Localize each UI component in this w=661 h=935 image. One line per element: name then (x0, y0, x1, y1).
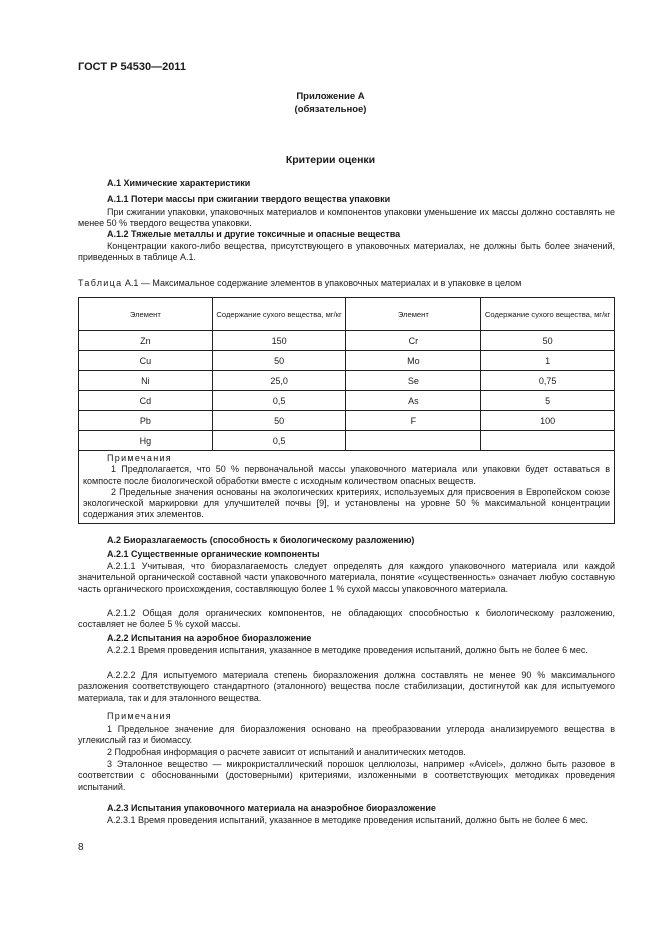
table-notes-title: Примечания (107, 453, 172, 463)
table-caption-text: А.1 — Максимальное содержание элементов в упаковочных материалах и в упаковке в целом (122, 278, 522, 288)
element-content-table (78, 297, 615, 524)
page-number: 8 (78, 842, 84, 853)
section-a2-heading: А.2 Биоразлагаемость (способность к биологическому разложению) (107, 535, 415, 545)
table-cell: Zn (79, 331, 213, 351)
section-a222-text: А.2.2.2 Для испытуемого материала степень биоразложения должна составлять не менее 90 % максимального разложения соответствующего стандартного (эталонного) вещества после стабилизации, достигнутой как для испытуемого материала, так и для эталонного вещества. (78, 670, 615, 703)
table-cell: Ni (79, 371, 213, 391)
section-a211-text: А.2.1.1 Учитывая, что биоразлагаемость следует определять для каждого упаковочного материала или каждой значительной органической составной части упаковочного материала, понятие «существенность» означает любую составную часть органического происхождения, составляющую более 1 % сухой массы упаковочного материала. (78, 561, 615, 594)
table-note-1: 1 Предполагается, что 50 % первоначальной массы упаковочного материала или упаковки будет оставаться в компосте после биологической обработки вместе с исходным количеством опасных веществ. (83, 464, 610, 486)
section-a212-text: А.2.1.2 Общая доля органических компонентов, не обладающих способностью к биологическому разложению, составляет не более 5 % сухой массы. (78, 608, 615, 630)
table-header-row (79, 298, 615, 331)
table-note-2: 2 Предельные значения основаны на экологических критериях, используемых для присвоения в Европейском союзе экологической маркировки для улучшителей почвы [9], и установлены на уровне 50 % максимальной концентрации содержания этих элементов. (83, 486, 610, 520)
table-cell: Mo (346, 351, 481, 371)
table-cell: As (346, 391, 481, 411)
header-element-1: Элемент (79, 298, 213, 331)
table-cell: 50 (212, 351, 346, 371)
table-cell (346, 431, 481, 451)
header-element-2: Элемент (346, 298, 481, 331)
table-cell: 50 (212, 411, 346, 431)
table-cell: Pb (79, 411, 213, 431)
section-a12-heading: А.1.2 Тяжелые металлы и другие токсичные и опасные вещества (107, 229, 401, 239)
note-3: 3 Эталонное вещество — микрокристаллический порошок целлюлозы, например «Avicel», должно быть разовое в соответствии с обоснованными (достоверными) критериями, изложенными в соответствующих методиках проведения испытаний. (78, 759, 615, 792)
appendix-title: Приложение А (296, 91, 365, 102)
table-cell: 0,5 (212, 431, 346, 451)
table-cell: 150 (212, 331, 346, 351)
table-cell: 0,5 (212, 391, 346, 411)
table-notes-row (79, 451, 615, 524)
table-row (79, 391, 615, 411)
table-cell: Se (346, 371, 481, 391)
table-cell: Cu (79, 351, 213, 371)
note-1: 1 Предельное значение для биоразложения основано на преобразовании углерода анализируемого вещества в углекислый газ и биомассу. (78, 724, 615, 746)
table-row (79, 411, 615, 431)
section-a21-heading: А.2.1 Существенные органические компоненты (107, 549, 320, 559)
table-cell: 0,75 (481, 371, 615, 391)
table-cell: Hg (79, 431, 213, 451)
table-caption (78, 278, 521, 288)
table-row (79, 351, 615, 371)
table-cell: 50 (481, 331, 615, 351)
table-cell: Cd (79, 391, 213, 411)
table-cell: 1 (481, 351, 615, 371)
table-cell: Cr (346, 331, 481, 351)
table-notes (79, 451, 615, 524)
table-row (79, 431, 615, 451)
section-a11-text: При сжигании упаковки, упаковочных материалов и компонентов упаковки уменьшение их массы должно составлять не менее 50 % твердого вещества упаковки. (78, 207, 615, 229)
section-a22-heading: А.2.2 Испытания на аэробное биоразложение (107, 633, 312, 643)
table-caption-prefix: Таблица (78, 278, 123, 288)
table-row (79, 371, 615, 391)
notes-title: Примечания (107, 711, 172, 721)
table-cell: 100 (481, 411, 615, 431)
table-cell: F (346, 411, 481, 431)
note-2: 2 Подробная информация о расчете зависит от испытаний и аналитических методов. (107, 747, 466, 757)
appendix-subtitle: (обязательное) (294, 104, 367, 115)
table-cell: 5 (481, 391, 615, 411)
table-cell: 25,0 (212, 371, 346, 391)
section-a11-heading: А.1.1 Потери массы при сжигании твердого вещества упаковки (107, 194, 391, 204)
section-a231-text: А.2.3.1 Время проведения испытаний, указанное в методике проведения испытаний, должно быть не более 6 мес. (107, 815, 589, 825)
section-a221-text: А.2.2.1 Время проведения испытания, указанное в методике проведения испытаний, должно быть не более 6 мес. (107, 645, 588, 655)
table-row (79, 331, 615, 351)
section-a1-heading: А.1 Химические характеристики (107, 178, 251, 188)
section-a12-text: Концентрации какого-либо вещества, присутствующего в упаковочных материалах, не должны быть более значений, приведенных в таблице А.1. (78, 241, 615, 263)
table-cell (481, 431, 615, 451)
standard-number: ГОСТ Р 54530—2011 (78, 61, 186, 73)
section-a23-heading: А.2.3 Испытания упаковочного материала на анаэробное биоразложение (107, 803, 436, 813)
header-content-2: Содержание сухого вещества, мг/кг (481, 298, 615, 331)
criteria-title: Критерии оценки (285, 154, 376, 166)
header-content-1: Содержание сухого вещества, мг/кг (212, 298, 346, 331)
